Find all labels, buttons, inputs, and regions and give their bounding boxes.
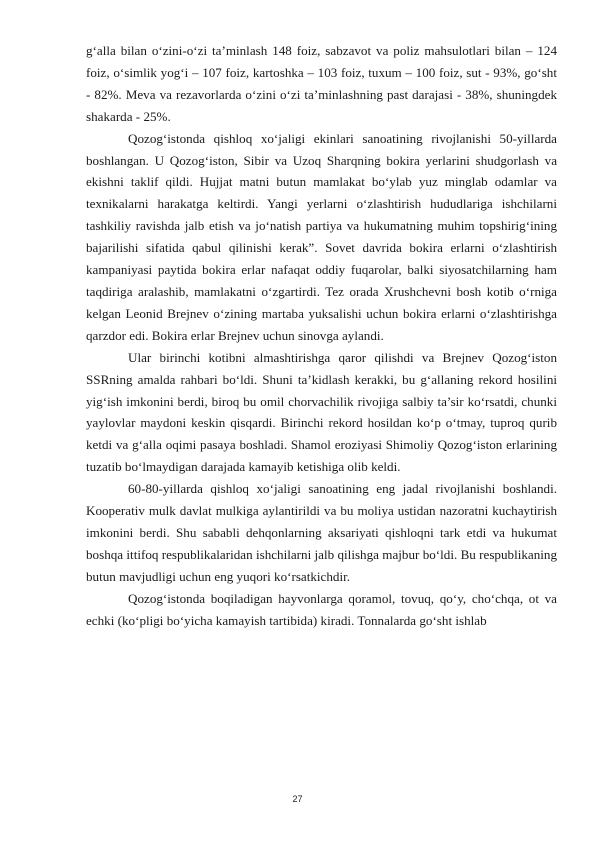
paragraph-1: g‘alla bilan o‘zini-o‘zi ta’minlash 148 foiz, sabzavot va poliz mahsulotlari bilan – 124 foiz, o‘simlik yog‘i – 107 foiz, kartoshka – 103 foiz, tuxum – 100 foiz, sut - 93%, go‘sht - 82%. Meva va rezavorlarda o‘zini o‘zi ta’minlashning past darajasi - 38%, shuningdek shakarda - 25%. [86, 43, 557, 124]
paragraph-3: Ular birinchi kotibni almashtirishga qaror qilishdi va Brejnev Qozog‘iston SSRning amalda rahbari bo‘ldi. Shuni ta’kidlash kerakki, bu g‘allaning rekord hosilini yig‘ish imkonini berdi, biroq bu omil chorvachilik rivojiga salbiy ta’sir ko‘rsatdi, chunki yaylovlar maydoni keskin qisqardi. Birinchi rekord hosildan ko‘p o‘tmay, tuproq qurib ketdi va g‘alla oqimi pasaya boshladi. Shamol eroziyasi Shimoliy Qozog‘iston erlarining tuzatib bo‘lmaydigan darajada kamayib ketishiga olib keldi. [86, 349, 557, 475]
paragraph-2: Qozog‘istonda qishloq xo‘jaligi ekinlari sanoatining rivojlanishi 50-yillarda boshlangan. U Qozog‘iston, Sibir va Uzoq Sharqning bokira yerlarini shudgorlash va ekishni taklif qildi. Hujjat matni butun mamlakat bo‘ylab yuz minglab odamlar va texnikalarni harakatga keltirdi. Yangi yerlarni o‘zlashtirish hududlariga ishchilarni tashkiliy ravishda jalb etish va jo‘natish partiya va hukumatning muhim topshirig‘ining bajarilishi sifatida qabul qilinishi kerak”. Sovet davrida bokira erlarni o‘zlashtirish kampaniyasi paytida bokira erlar nafaqat oddiy fuqarolar, balki siyosatchilarning ham taqdiriga aralashib, mamlakatni o‘zgartirdi. Tez orada Xrushchevni bosh kotib o‘rniga kelgan Leonid Brejnev o‘zining martaba yuksalishi uchun bokira erlarni o‘zlashtirishga qarzdor edi. Bokira erlar Brejnev uchun sinovga aylandi. [86, 130, 557, 343]
document-body [86, 40, 557, 631]
paragraph-4: 60-80-yillarda qishloq xo‘jaligi sanoatining eng jadal rivojlanishi boshlandi. Kooperativ mulk davlat mulkiga aylantirildi va bu moliya ustidan nazoratni kuchaytirish imkonini berdi. Shu sababli dehqonlarning aksariyati qishloqni tark etdi va hukumat boshqa ittifoq respublikalaridan ishchilarni jalb qilishga majbur bo‘ldi. Bu respublikaning butun mavjudligi uchun eng yuqori ko‘rsatkichdir. [86, 481, 557, 584]
page-number: 27 [292, 794, 303, 804]
paragraph-5: Qozog‘istonda boqiladigan hayvonlarga qoramol, tovuq, qo‘y, cho‘chqa, ot va echki (ko‘pligi bo‘yicha kamayish tartibida) kiradi. Tonnalarda go‘sht ishlab [86, 590, 557, 628]
